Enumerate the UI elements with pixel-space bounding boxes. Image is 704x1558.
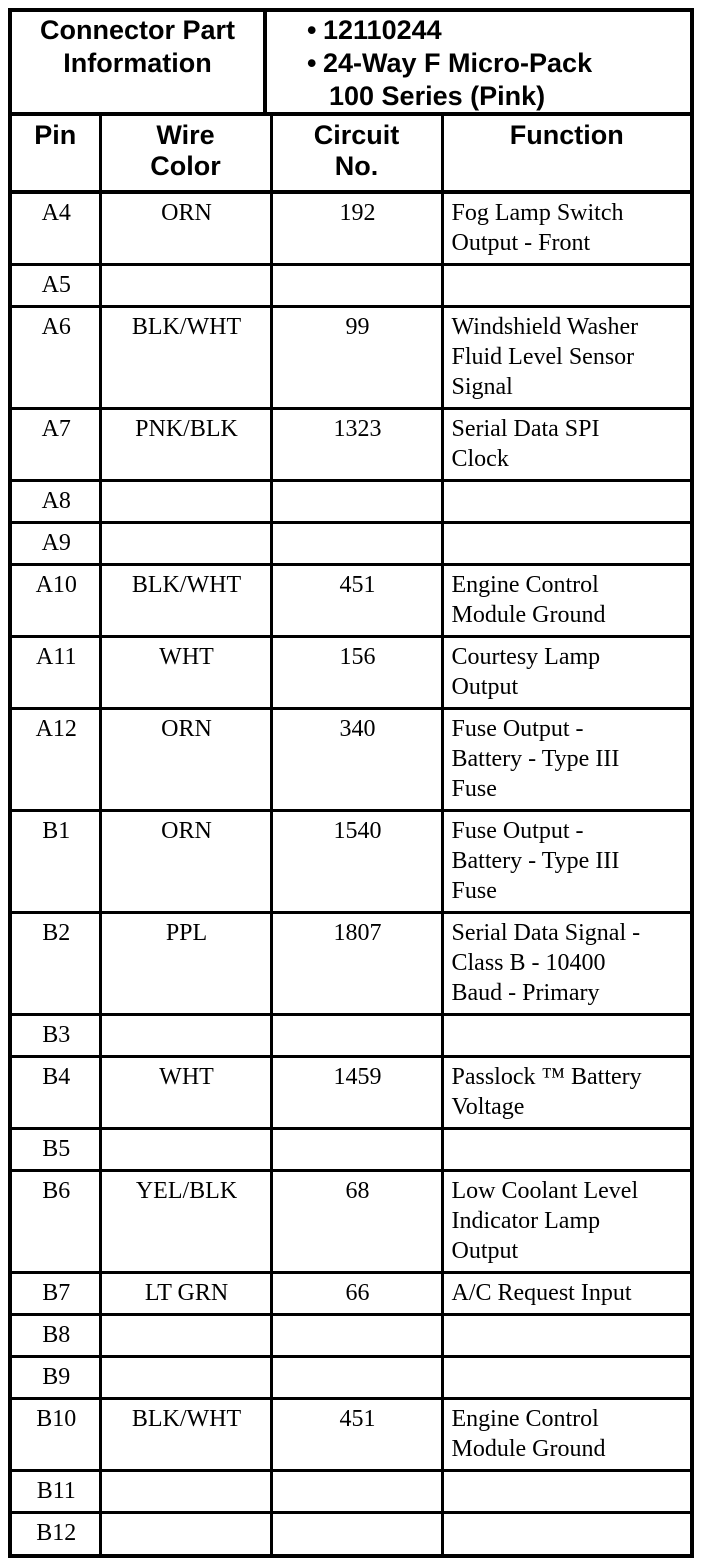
table-row xyxy=(12,1314,690,1356)
function-line: Battery - Type III xyxy=(451,745,620,772)
function-line: Module Ground xyxy=(451,601,606,628)
connector-description-line2: 100 Series (Pink) xyxy=(329,81,546,111)
table-row xyxy=(12,408,690,480)
function-cell xyxy=(442,1356,690,1398)
table-row xyxy=(12,1356,690,1398)
header-circuit-no xyxy=(271,116,442,192)
table-row xyxy=(12,1398,690,1470)
pin-cell: B10 xyxy=(12,1398,100,1470)
wire-color-cell: LT GRN xyxy=(100,1272,271,1314)
part-number-line xyxy=(307,14,690,47)
wire-color-cell: ORN xyxy=(100,810,271,912)
table-row xyxy=(12,810,690,912)
pin-cell: B6 xyxy=(12,1170,100,1272)
function-line: Signal xyxy=(451,373,513,400)
connector-info-label xyxy=(12,12,267,112)
table-row xyxy=(12,306,690,408)
table-row xyxy=(12,522,690,564)
connector-info-label-line1: Connector Part xyxy=(39,15,236,45)
circuit-no-cell: 192 xyxy=(271,192,442,264)
header-wire-color-line2: Color xyxy=(150,151,221,181)
circuit-no-cell: 1323 xyxy=(271,408,442,480)
pin-cell: A8 xyxy=(12,480,100,522)
pin-cell: A7 xyxy=(12,408,100,480)
function-cell xyxy=(442,1470,690,1512)
pin-cell: A6 xyxy=(12,306,100,408)
wire-color-cell: YEL/BLK xyxy=(100,1170,271,1272)
circuit-no-cell xyxy=(271,1014,442,1056)
circuit-no-cell: 99 xyxy=(271,306,442,408)
function-line: Baud - Primary xyxy=(451,979,600,1006)
function-line: Engine Control xyxy=(451,571,599,598)
function-line: Fluid Level Sensor xyxy=(451,343,635,370)
function-cell xyxy=(442,306,690,408)
table-row xyxy=(12,1170,690,1272)
pin-cell: B12 xyxy=(12,1512,100,1554)
function-line: Fuse xyxy=(451,775,497,802)
function-line: Indicator Lamp xyxy=(451,1207,601,1234)
table-row xyxy=(12,480,690,522)
function-line: Passlock ™ Battery xyxy=(451,1063,642,1090)
function-cell xyxy=(442,1056,690,1128)
wire-color-cell xyxy=(100,522,271,564)
function-cell xyxy=(442,564,690,636)
function-line: Engine Control xyxy=(451,1405,599,1432)
table-row xyxy=(12,1014,690,1056)
wire-color-cell xyxy=(100,1128,271,1170)
circuit-no-cell xyxy=(271,264,442,306)
circuit-no-cell xyxy=(271,1128,442,1170)
connector-info-row xyxy=(12,12,690,116)
pin-cell: B9 xyxy=(12,1356,100,1398)
circuit-no-cell xyxy=(271,1356,442,1398)
table-row xyxy=(12,1128,690,1170)
function-line: Fog Lamp Switch xyxy=(451,200,624,226)
connector-info-values xyxy=(267,12,690,112)
wire-color-cell xyxy=(100,264,271,306)
circuit-no-cell: 1807 xyxy=(271,912,442,1014)
function-cell xyxy=(442,1398,690,1470)
function-line: Fuse xyxy=(451,877,497,904)
function-cell xyxy=(442,1128,690,1170)
header-function: Function xyxy=(442,116,690,192)
function-line: Windshield Washer xyxy=(451,313,639,340)
header-circuit-line2: No. xyxy=(334,151,379,181)
pin-cell: A5 xyxy=(12,264,100,306)
table-row xyxy=(12,192,690,264)
table-row xyxy=(12,264,690,306)
header-circuit-line1: Circuit xyxy=(313,120,400,150)
connector-pinout-sheet xyxy=(8,8,694,1558)
wire-color-cell: ORN xyxy=(100,192,271,264)
wire-color-cell xyxy=(100,480,271,522)
wire-color-cell: PNK/BLK xyxy=(100,408,271,480)
function-line: Output - Front xyxy=(451,230,591,256)
function-cell xyxy=(442,708,690,810)
header-wire-color xyxy=(100,116,271,192)
description-line xyxy=(307,47,690,80)
function-line: Output xyxy=(451,673,519,700)
pin-cell: B11 xyxy=(12,1470,100,1512)
wire-color-cell xyxy=(100,1314,271,1356)
table-row xyxy=(12,564,690,636)
table-row xyxy=(12,1272,690,1314)
function-cell xyxy=(442,264,690,306)
pin-cell: A12 xyxy=(12,708,100,810)
circuit-no-cell: 451 xyxy=(271,564,442,636)
circuit-no-cell: 66 xyxy=(271,1272,442,1314)
pin-cell: B8 xyxy=(12,1314,100,1356)
circuit-no-cell: 1540 xyxy=(271,810,442,912)
circuit-no-cell: 340 xyxy=(271,708,442,810)
circuit-no-cell: 451 xyxy=(271,1398,442,1470)
part-number: 12110244 xyxy=(323,15,442,45)
pinout-table xyxy=(12,116,690,1554)
connector-info-label-line2: Information xyxy=(63,48,212,78)
connector-description-line1: 24-Way F Micro-Pack xyxy=(323,48,593,78)
wire-color-cell: BLK/WHT xyxy=(100,306,271,408)
pin-cell: B2 xyxy=(12,912,100,1014)
function-cell xyxy=(442,810,690,912)
pin-cell: B7 xyxy=(12,1272,100,1314)
wire-color-cell: PPL xyxy=(100,912,271,1014)
function-cell xyxy=(442,1170,690,1272)
function-line: Clock xyxy=(451,445,509,472)
circuit-no-cell xyxy=(271,1470,442,1512)
function-line: Low Coolant Level xyxy=(451,1177,639,1204)
function-line: Class B - 10400 xyxy=(451,949,606,976)
function-cell xyxy=(442,408,690,480)
pin-cell: B3 xyxy=(12,1014,100,1056)
pinout-table-body xyxy=(12,192,690,1554)
circuit-no-cell: 68 xyxy=(271,1170,442,1272)
table-row xyxy=(12,912,690,1014)
pin-cell: A10 xyxy=(12,564,100,636)
header-wire-color-line1: Wire xyxy=(156,120,215,150)
function-cell xyxy=(442,1314,690,1356)
function-cell xyxy=(442,522,690,564)
table-row xyxy=(12,1056,690,1128)
function-line: Battery - Type III xyxy=(451,847,620,874)
pin-cell: A11 xyxy=(12,636,100,708)
function-line: Module Ground xyxy=(451,1435,606,1462)
pinout-header-row xyxy=(12,116,690,192)
pin-cell: B1 xyxy=(12,810,100,912)
function-cell xyxy=(442,912,690,1014)
function-line: Voltage xyxy=(451,1093,525,1120)
circuit-no-cell xyxy=(271,522,442,564)
pin-cell: A4 xyxy=(12,192,100,264)
circuit-no-cell xyxy=(271,480,442,522)
wire-color-cell xyxy=(100,1356,271,1398)
wire-color-cell: BLK/WHT xyxy=(100,564,271,636)
wire-color-cell: WHT xyxy=(100,636,271,708)
function-line: A/C Request Input xyxy=(451,1279,632,1306)
function-line: Output xyxy=(451,1237,519,1264)
function-line: Fuse Output - xyxy=(451,817,584,844)
pin-cell: A9 xyxy=(12,522,100,564)
table-row xyxy=(12,1470,690,1512)
function-line: Courtesy Lamp xyxy=(451,643,601,670)
header-pin: Pin xyxy=(12,116,100,192)
function-cell xyxy=(442,192,690,264)
wire-color-cell: WHT xyxy=(100,1056,271,1128)
function-cell xyxy=(442,480,690,522)
table-row xyxy=(12,708,690,810)
function-line: Serial Data Signal - xyxy=(451,919,641,946)
circuit-no-cell xyxy=(271,1314,442,1356)
bullet-icon: • xyxy=(307,48,317,78)
wire-color-cell xyxy=(100,1014,271,1056)
wire-color-cell: BLK/WHT xyxy=(100,1398,271,1470)
function-cell xyxy=(442,1014,690,1056)
function-line: Fuse Output - xyxy=(451,715,584,742)
circuit-no-cell: 156 xyxy=(271,636,442,708)
table-row xyxy=(12,636,690,708)
function-line: Serial Data SPI xyxy=(451,415,600,442)
circuit-no-cell: 1459 xyxy=(271,1056,442,1128)
wire-color-cell: ORN xyxy=(100,708,271,810)
pin-cell: B4 xyxy=(12,1056,100,1128)
function-cell xyxy=(442,1272,690,1314)
wire-color-cell xyxy=(100,1470,271,1512)
function-cell xyxy=(442,636,690,708)
bullet-icon: • xyxy=(307,15,317,45)
pin-cell: B5 xyxy=(12,1128,100,1170)
